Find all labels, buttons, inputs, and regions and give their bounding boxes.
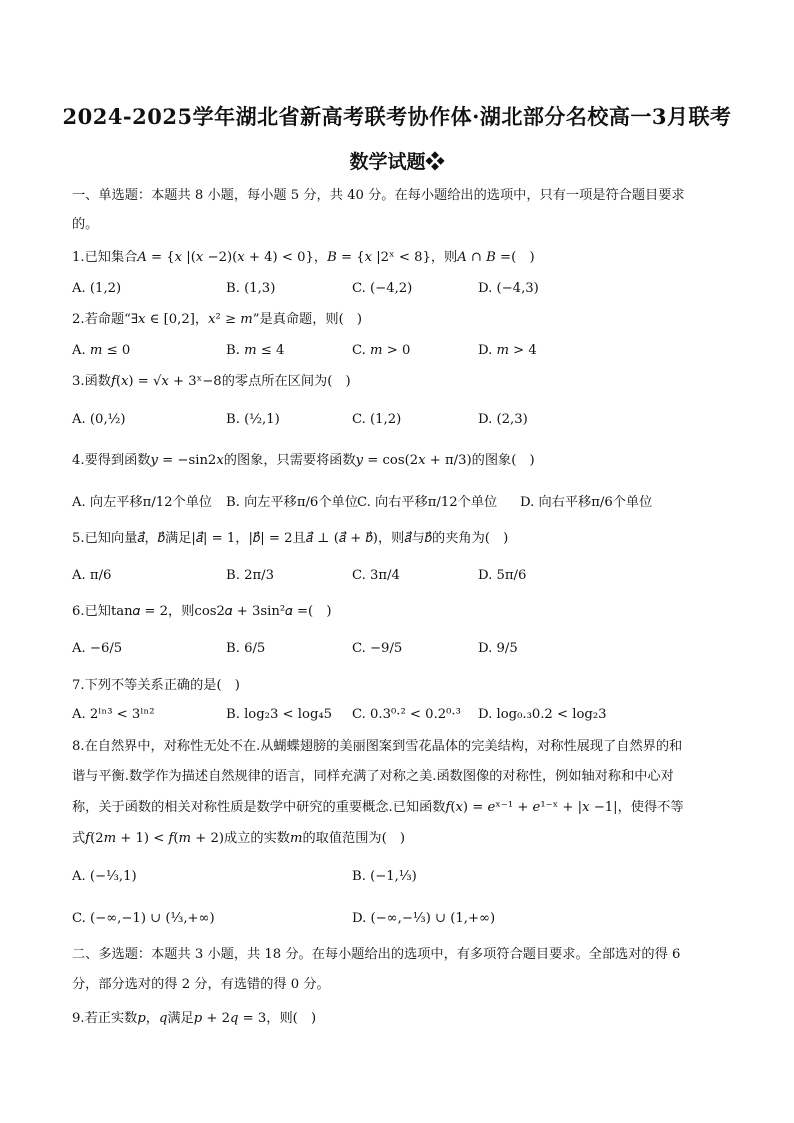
exam-title: 2024-2025学年湖北省新高考联考协作体·湖北部分名校高一3月联考 <box>62 104 732 129</box>
section1-instruction-line2: 的。 <box>72 217 99 232</box>
question-8-option-b: B. (−1,⅓) <box>352 869 417 884</box>
question-4-option-a: A. 向左平移π/12个单位 <box>72 495 213 510</box>
question-8-line3: 称，关于函数的相关对称性质是数学中研究的重要概念.已知函数𝑓(𝑥) = 𝑒ˣ⁻¹ + 𝑒¹⁻ˣ + |𝑥 −1|，使得不等 <box>72 800 684 815</box>
question-1-option-b: B. (1,3) <box>226 281 276 296</box>
exam-subtitle: 数学试题❖ <box>349 151 445 173</box>
question-1-stem: 1.已知集合𝐴 = {𝑥 |(𝑥 −2)(𝑥 + 4) < 0}，𝐵 = {𝑥 |2ˣ < 8}，则𝐴 ∩ 𝐵 =( ) <box>72 250 535 265</box>
question-7-stem: 7.下列不等关系正确的是( ) <box>72 678 240 693</box>
question-4-option-c: C. 向右平移π/12个单位 <box>357 495 498 510</box>
question-2-option-a: A. 𝑚 ≤ 0 <box>72 343 131 358</box>
question-6-stem: 6.已知tan𝛼 = 2，则cos2𝛼 + 3sin²𝛼 =( ) <box>72 604 332 619</box>
section2-instruction-line1: 二、多选题：本题共 3 小题，共 18 分。在每小题给出的选项中，有多项符合题目要求。全部选对的得 6 <box>72 947 681 962</box>
question-8-option-c: C. (−∞,−1) ∪ (⅓,+∞) <box>72 911 215 926</box>
section2-instruction-line2: 分，部分选对的得 2 分，有选错的得 0 分。 <box>72 977 330 992</box>
question-4-stem: 4.要得到函数𝑦 = −sin2𝑥的图象，只需要将函数𝑦 = cos(2𝑥 + π/3)的图象( ) <box>72 453 535 468</box>
question-1-option-a: A. (1,2) <box>72 281 122 296</box>
question-3-option-c: C. (1,2) <box>352 412 402 427</box>
question-1-option-c: C. (−4,2) <box>352 281 413 296</box>
question-8-option-a: A. (−⅓,1) <box>72 869 137 884</box>
question-5-option-a: A. π/6 <box>72 568 112 583</box>
section1-instruction-line1: 一、单选题：本题共 8 小题，每小题 5 分，共 40 分。在每小题给出的选项中，只有一项是符合题目要求 <box>72 188 685 203</box>
question-6-option-a: A. −6/5 <box>72 641 123 656</box>
question-8-line1: 8.在自然界中，对称性无处不在.从蝴蝶翅膀的美丽图案到雪花晶体的完美结构，对称性展现了自然界的和 <box>72 739 683 754</box>
question-3-option-a: A. (0,½) <box>72 412 126 427</box>
question-8-option-d: D. (−∞,−⅓) ∪ (1,+∞) <box>352 911 496 926</box>
question-4-option-b: B. 向左平移π/6个单位 <box>226 495 358 510</box>
question-8-line4: 式𝑓(2𝑚 + 1) < 𝑓(𝑚 + 2)成立的实数𝑚的取值范围为( ) <box>72 831 406 846</box>
question-6-option-d: D. 9/5 <box>478 641 518 656</box>
question-5-option-c: C. 3π/4 <box>352 568 400 583</box>
question-7-option-d: D. log₀.₃0.2 < log₂3 <box>478 707 607 722</box>
question-2-option-c: C. 𝑚 > 0 <box>352 343 411 358</box>
question-6-option-c: C. −9/5 <box>352 641 403 656</box>
question-4-option-d: D. 向右平移π/6个单位 <box>520 495 653 510</box>
question-7-option-c: C. 0.3⁰·² < 0.2⁰·³ <box>352 707 461 722</box>
question-9-stem: 9.若正实数𝑝，𝑞满足𝑝 + 2𝑞 = 3，则( ) <box>72 1011 317 1026</box>
question-7-option-b: B. log₂3 < log₄5 <box>226 707 333 722</box>
question-2-stem: 2.若命题“∃𝑥 ∈ [0,2]，𝑥² ≥ 𝑚”是真命题，则( ) <box>72 312 363 327</box>
question-6-option-b: B. 6/5 <box>226 641 266 656</box>
question-5-option-d: D. 5π/6 <box>478 568 527 583</box>
question-8-line2: 谐与平衡.数学作为描述自然规律的语言，同样充满了对称之美.函数图像的对称性，例如轴对称和中心对 <box>72 769 674 784</box>
question-2-option-d: D. 𝑚 > 4 <box>478 343 537 358</box>
question-3-option-d: D. (2,3) <box>478 412 528 427</box>
question-3-stem: 3.函数𝑓(𝑥) = √𝑥 + 3ˣ−8的零点所在区间为( ) <box>72 374 351 389</box>
question-7-option-a: A. 2ˡⁿ³ < 3ˡⁿ² <box>72 707 155 722</box>
question-2-option-b: B. 𝑚 ≤ 4 <box>226 343 285 358</box>
question-1-option-d: D. (−4,3) <box>478 281 539 296</box>
question-5-stem: 5.已知向量𝑎⃗，𝑏⃗满足|𝑎⃗| = 1，|𝑏⃗| = 2且𝑎⃗ ⊥ (𝑎⃗ + 𝑏⃗)，则𝑎⃗与𝑏⃗的夹角为( ) <box>72 531 509 546</box>
question-3-option-b: B. (½,1) <box>226 412 280 427</box>
question-5-option-b: B. 2π/3 <box>226 568 274 583</box>
